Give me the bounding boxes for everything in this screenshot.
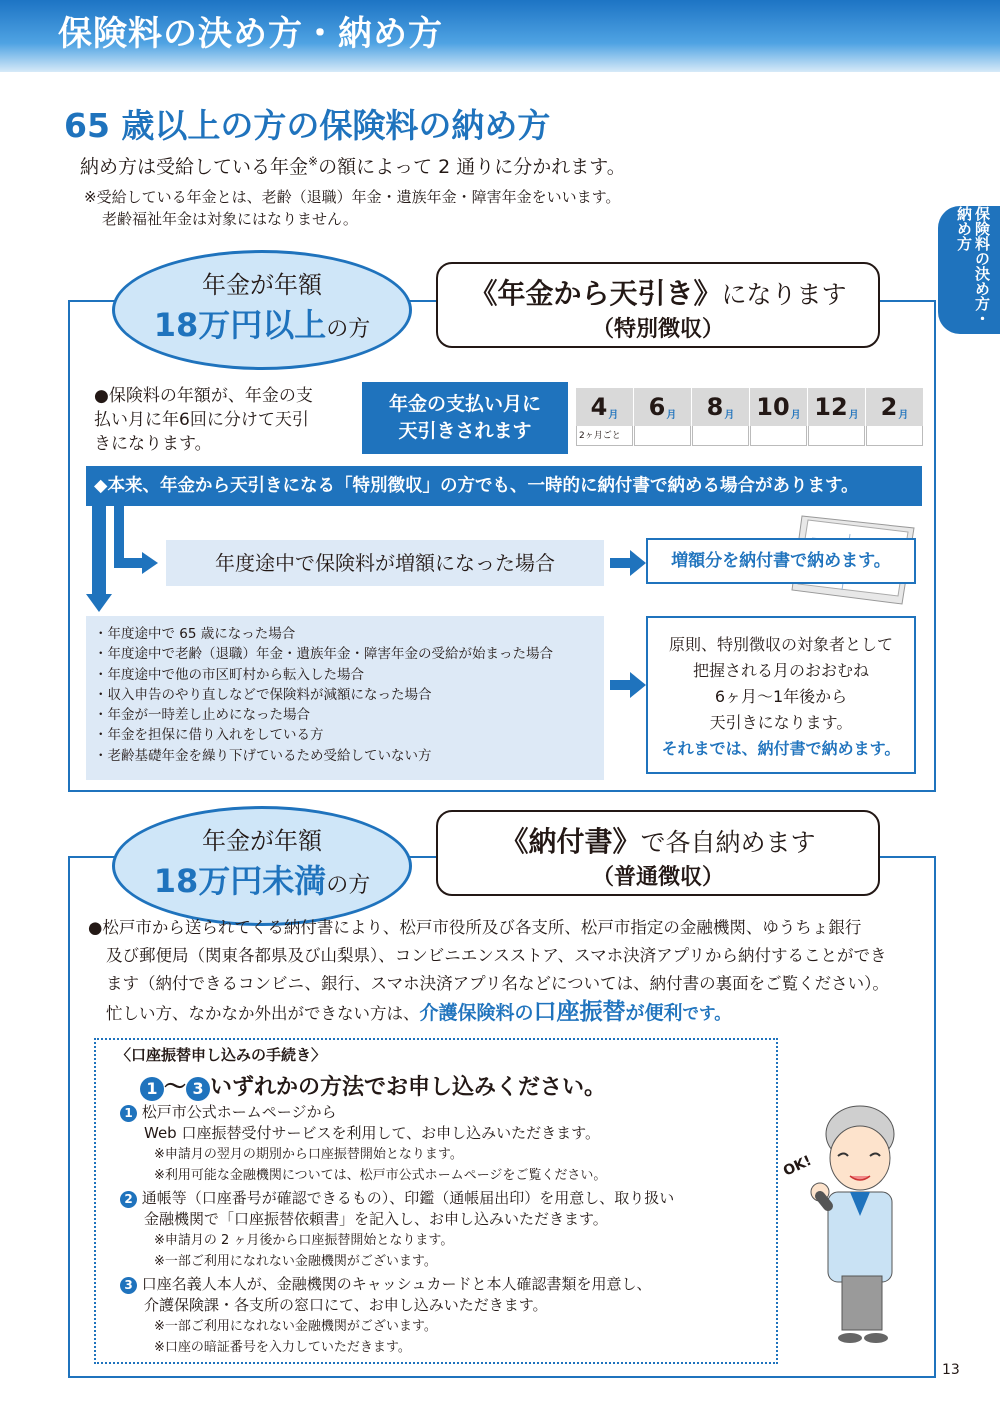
block1-ellipse-amount-line: 18万円以上の方: [153, 306, 371, 344]
block2-paragraph: ●松戸市から送られてくる納付書により、松戸市役所及び各支所、松戸市指定の金融機関、ゆうちょ銀行 及び郵便局（関東各都県及び山梨県）、コンビニエンスストア、スマホ決済アプリから納付することができ ます（納付できるコンビニ、銀行、スマホ決済アプリ名などについては、納付書の裏面をご覧ください）。 忙しい方、なかなか外出ができない方は、介護保険料の口座振替が便利です。: [88, 918, 889, 1025]
increase-case-box: 年度途中で保険料が増額になった場合: [166, 540, 604, 586]
section-title: 65 歳以上の方の保険料の納め方: [64, 106, 551, 145]
arrow-right-icon: [610, 672, 646, 698]
list-item: ・年金が一時差し止めになった場合: [94, 707, 310, 724]
step-2: 2 通帳等（口座番号が確認できるもの）、印鑑（通帳届出印）を用意し、取り扱い 金融機関で「口座振替依頼書」を記入し、お申し込みいただきます。 ※申請月の 2 ヶ月後から口座振替開始となります。 ※一部ご利用になれない金融機関がございます。: [120, 1188, 674, 1272]
lead-text: 納め方は受給している年金※の額によって 2 通りに分かれます。: [80, 154, 626, 178]
block2-ellipse: [112, 806, 412, 926]
page-number: 13: [942, 1362, 960, 1378]
month-cell: 6 月: [634, 388, 692, 446]
block2-method-main: 《納付書》で各自納めます: [500, 825, 816, 858]
procedure-steps: [120, 1102, 674, 1358]
step-3: 3 口座名義人本人が、金融機関のキャッシュカードと本人確認書類を用意し、 介護保険課・各支所の窓口にて、お申し込みいただきます。 ※一部ご利用になれない金融機関がございます。 ※口座の暗証番号を入力していただきます。: [120, 1274, 674, 1358]
block1-method-sub: （特別徴収）: [591, 317, 724, 342]
month-cell: 12 月: [808, 388, 866, 446]
list-item: ・老齢基礎年金を繰り下げているため受給していない方: [94, 747, 432, 764]
list-item: ・収入申告のやり直しなどで保険料が減額になった場合: [94, 686, 432, 703]
block1-ellipse: [112, 250, 412, 370]
block2-ellipse-amount-line: 18万円未満の方: [153, 862, 371, 900]
arrow-branch-h: [114, 558, 144, 568]
block2-method-sub: （普通徴収）: [591, 865, 724, 890]
payment-label: 年金の支払い月に 天引きされます: [362, 382, 568, 454]
month-grid: [576, 388, 924, 446]
block1-bullet: ●保険料の年額が、年金の支 払い月に年6回に分けて天引 きになります。: [94, 386, 313, 454]
special-result-box: 原則、特別徴収の対象者として 把握される月のおおむね 6ヶ月〜1年後から 天引きになります。 それまでは、納付書で納めます。: [646, 616, 916, 774]
list-item: ・年度途中で他の市区町村から転入した場合: [94, 666, 364, 683]
arrow-right-head: [142, 552, 158, 574]
list-item: ・年度途中で老齢（退職）年金・遺族年金・障害年金の受給が始まった場合: [94, 646, 553, 663]
block1-method-main: 《年金から天引き》になります: [469, 277, 847, 310]
month-cell: 8 月: [692, 388, 750, 446]
list-item: ・年度途中で 65 歳になった場合: [94, 626, 296, 642]
arrow-right-icon: [610, 550, 646, 576]
list-item: ・年金を担保に借り入れをしている方: [94, 727, 324, 744]
month-cell: 2 月: [866, 388, 924, 446]
arrow-down-shaft: [92, 506, 106, 596]
procedure-title: 〈口座振替申し込みの手続き〉: [116, 1046, 327, 1064]
cases-list: [86, 616, 604, 780]
side-tab[interactable]: 保険料の決め方・納め方: [938, 206, 1000, 334]
block1-method-box: [436, 262, 880, 348]
interval-label: 2ヶ月ごと: [576, 426, 633, 446]
step-1: 1 松戸市公式ホームページから Web 口座振替受付サービスを利用して、お申し込みいただきます。 ※申請月の翌月の期別から口座振替開始となります。 ※利用可能な金融機関については、松戸市公式ホームページをご覧ください。: [120, 1102, 674, 1186]
block2-ellipse-line1: 年金が年額: [202, 827, 322, 855]
exception-banner: ◆本来、年金から天引きになる「特別徴収」の方でも、一時的に納付書で納める場合があります。: [86, 466, 922, 506]
ok-text: OK!: [780, 1152, 815, 1180]
elderly-woman-illustration: [780, 1096, 920, 1346]
pension-note: ※受給している年金とは、老齢（退職）年金・遺族年金・障害年金をいいます。 老齢福祉年金は対象にはなりません。: [84, 188, 621, 228]
block2-method-box: [436, 810, 880, 896]
arrow-down-head: [86, 594, 112, 612]
month-cell: 10 月: [750, 388, 808, 446]
block1-ellipse-line1: 年金が年額: [202, 271, 322, 299]
header-title: 保険料の決め方・納め方: [58, 14, 443, 54]
procedure-heading: 1 〜 3 いずれかの方法でお申し込みください。: [140, 1070, 606, 1101]
month-cell: 4 月 2ヶ月ごと: [576, 388, 634, 446]
increase-result-box: 増額分を納付書で納めます。: [646, 538, 916, 584]
